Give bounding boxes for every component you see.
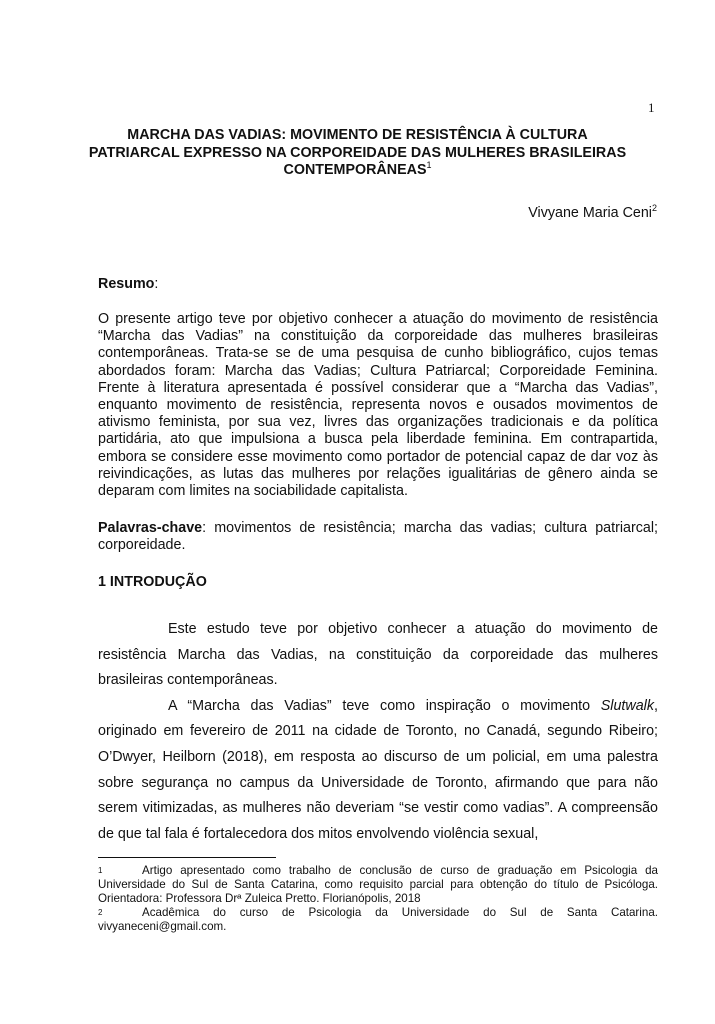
abstract-heading (98, 276, 158, 292)
footnote-1 (98, 864, 658, 906)
keywords-text: : movimentos de resistência; marcha das vadias; cultura patriarcal; corporeidade. (98, 520, 658, 554)
intro-paragraph-2-italic: Slutwalk (600, 697, 655, 714)
keywords-label: Palavras-chave (98, 520, 203, 536)
title-footnote-ref: 1 (426, 160, 432, 171)
title-line-3-text: CONTEMPORÂNEAS (283, 162, 427, 178)
intro-paragraph-2-start: A “Marcha das Vadias” teve como inspiração o movimento (168, 697, 601, 714)
author-name (528, 205, 657, 221)
title-line-3 (70, 162, 645, 180)
introduction-body (98, 617, 658, 847)
abstract-text: O presente artigo teve por objetivo conhecer a atuação do movimento de resistência “Marcha das Vadias” na constituição da corporeidade das mulheres brasileiras contemporâneas. Trata-se se de uma pesquisa de cunho bibliográfico, cujos temas abordados foram: Marcha das Vadias; Cultura Patriarcal; Corporeidade Feminina. Frente à literatura apresentada é possível considerar que a “Marcha das Vadias”, enquanto movimento de resistência, representa novos e ousados movimentos de ativismo feminista, por sua vez, livres das organizações tradicionais e da política partidária, ato que impulsiona a busca pela liberdade feminina. Em contrapartida, embora se considere esse movimento como portador de potencial capaz de dar voz às reivindicações, as lutas das mulheres por relações igualitárias de gênero ainda se deparam com limites na sociabilidade capitalista. (98, 311, 658, 500)
document-title (70, 127, 645, 180)
author-footnote-ref: 2 (651, 203, 657, 214)
section-heading-introduction: 1 INTRODUÇÃO (98, 574, 207, 590)
footnote-2-text: Acadêmica do curso de Psicologia da Universidade do Sul de Santa Catarina. vivyaneceni@gmail.com. (98, 906, 658, 933)
footnote-2 (98, 906, 658, 934)
footnote-divider (98, 857, 276, 858)
page-number: 1 (648, 100, 655, 115)
title-line-2: PATRIARCAL EXPRESSO NA CORPOREIDADE DAS MULHERES BRASILEIRAS (88, 144, 627, 161)
abstract-heading-label: Resumo (98, 276, 155, 292)
footnotes (98, 864, 658, 934)
footnote-1-text: Artigo apresentado como trabalho de conclusão de curso de graduação em Psicologia da Universidade do Sul de Santa Catarina, como requisito parcial para obtenção do título de Psicóloga. Orientadora: Professora Drª Zuleica Pretto. Florianópolis, 2018 (98, 864, 658, 905)
abstract-heading-colon: : (154, 276, 159, 292)
title-line-1: MARCHA DAS VADIAS: MOVIMENTO DE RESISTÊNCIA À CULTURA (127, 127, 588, 143)
keywords (98, 520, 658, 554)
intro-paragraph-1: Este estudo teve por objetivo conhecer a atuação do movimento de resistência Marcha das Vadias, na constituição da corporeidade das mulheres brasileiras contemporâneas. (98, 621, 658, 689)
author-text: Vivyane Maria Ceni (528, 205, 652, 221)
intro-paragraph-2 (98, 694, 658, 848)
footnote-2-mark: 2 (98, 908, 103, 917)
footnote-1-mark: 1 (98, 866, 103, 875)
intro-paragraph-2-end: , originado em fevereiro de 2011 na cidade de Toronto, no Canadá, segundo Ribeiro; O’Dwyer, Heilborn (2018), em resposta ao discurso de um policial, em uma palestra sobre segurança no campus da Universidade de Toronto, afirmando que para não serem vitimizadas, as mulheres não deveriam “se vestir como vadias”. A compreensão de que tal fala é fortalecedora dos mitos envolvendo violência sexual, (98, 697, 658, 842)
